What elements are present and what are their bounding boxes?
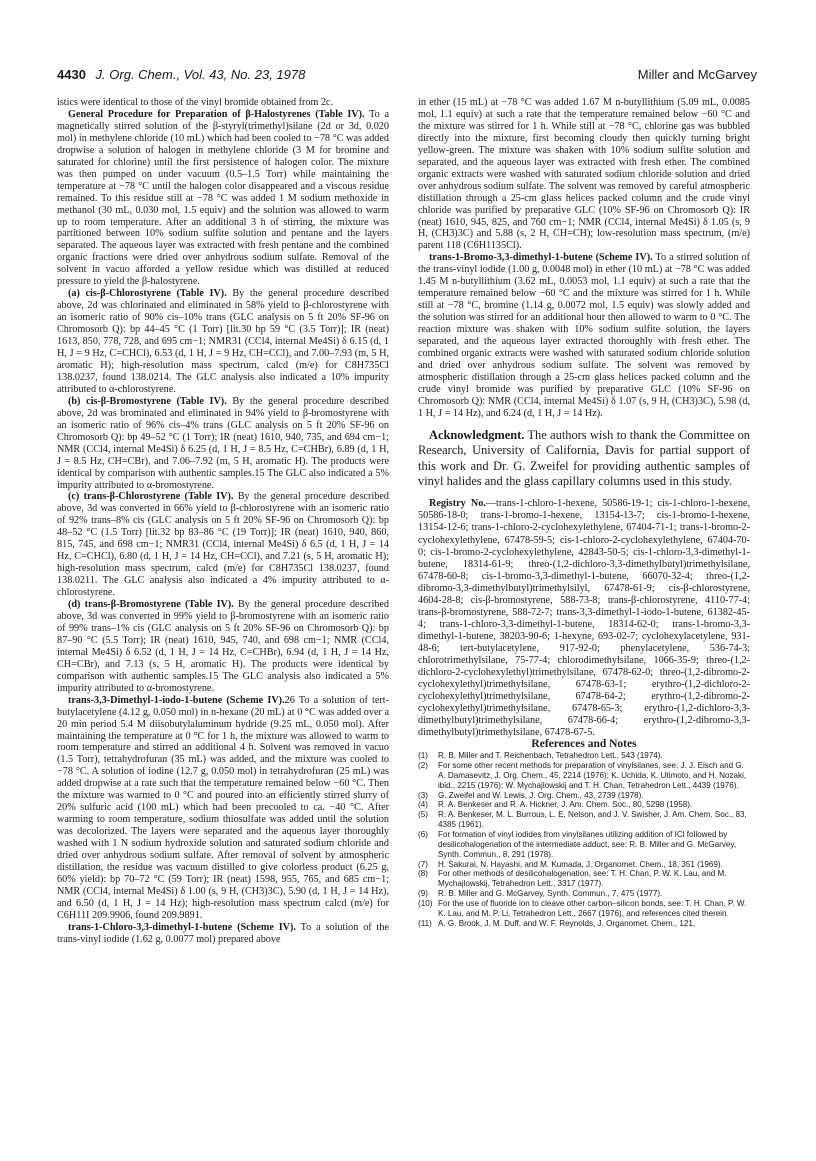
paragraph-text: By the general procedure described above, 2d was brominated and eliminated in 94% yield to β-bromostyrene with an isomeric ratio of 96% cis–4% trans (GLC analysis on 5 ft 20% SF-96 on Chromosorb Q): bp 49–52 °C (1 Torr); IR (neat) 1610, 940, 735, and 694 cm−1; NMR (CCl4, internal Me4Si) δ 6.25 (d, 1 H, J = 8.5 Hz, C=CHBr), 6.89 (d, 1 H, J = 8.5 Hz, CH=CBr), and 7.06–7.92 (m, 5 H, aromatic H). The products were identical by comparison with authentic samples.15 The GLC also indicated a 5% impurity attributed to α-bromostyrene. — [57, 395, 389, 491]
section-heading: (a) cis-β-Chlorostyrene (Table IV). — [68, 288, 227, 300]
paragraph — [57, 288, 389, 396]
reference-number: (1) — [418, 751, 428, 761]
right-column-paragraphs — [418, 97, 750, 420]
section-heading: trans-1-Bromo-3,3-dimethyl-1-butene (Scheme IV). — [429, 252, 653, 264]
registry-heading: Registry No. — [429, 498, 486, 510]
reference-item — [418, 889, 750, 899]
registry-numbers — [418, 498, 750, 739]
reference-text: A. G. Brook, J. M. Duff, and W. F. Reynolds, J. Organomet. Chem., 121, — [438, 918, 696, 928]
section-heading: (c) trans-β-Chlorostyrene (Table IV). — [68, 491, 234, 503]
reference-number: (9) — [418, 889, 428, 899]
reference-text: H. Sakurai, N. Hayashi, and M. Kumada, J. Organomet. Chem., 18, 351 (1969). — [438, 859, 723, 869]
section-heading: (d) trans-β-Bromostyrene (Table IV). — [68, 599, 234, 611]
reference-item — [418, 899, 750, 919]
paragraph — [57, 97, 389, 109]
section-heading: General Procedure for Preparation of β-Halostyrenes (Table IV). — [68, 108, 365, 120]
reference-number: (2) — [418, 761, 428, 771]
reference-item — [418, 830, 750, 860]
reference-text: R. B. Miller and G. McGarvey, Synth. Commun., 7, 475 (1977). — [438, 889, 663, 899]
reference-item — [418, 751, 750, 761]
paragraph — [418, 252, 750, 419]
references-title: References and Notes — [531, 738, 637, 751]
paragraph-text: To a stirred solution of the trans-vinyl iodide (1.00 g, 0.0048 mol) in ether (10 mL) at −78 °C was added 1.45 M n-butyllithium (3.62 mL, 0.0053 mol, 1.1 equiv) at such a rate that the temperature remained below −60 °C and the mixture was stirred for 1 h. While still at −78 °C, bromine (1.14 g, 0.0072 mol, 1.5 equiv) was slowly added and the solution was stirred for an additional hour then allowed to warm to 0 °C. The reaction mixture was shaken with 10% sodium sulfite solution, the layers separated, and the aqueous layer extracted thoroughly with fresh ether. The combined organic extracts were washed with saturated sodium chloride solution and dried over anhydrous sodium sulfate. The solvent was removed by atmospheric distillation through a 25-cm glass helices packed column and the crude vinyl bromide was purified by preparative GLC (10% SF-96 on Chromosorb Q): NMR (CCl4, internal Me4Si) δ 1.07 (s, 9 H, (CH3)3C), 5.98 (d, 1 H, J = 14 Hz), and 6.24 (d, 1 H, J = 14 Hz). — [418, 252, 750, 419]
reference-item — [418, 860, 750, 870]
acknowledgment-heading: Acknowledgment. — [429, 427, 525, 442]
paragraph — [57, 109, 389, 288]
reference-item — [418, 869, 750, 889]
paragraph — [57, 695, 389, 922]
paragraph — [57, 491, 389, 599]
reference-number: (10) — [418, 898, 433, 908]
journal-citation: J. Org. Chem., Vol. 43, No. 23, 1978 — [95, 67, 306, 82]
paragraph-text: istics were identical to those of the vinyl bromide obtained from 2c. — [57, 97, 334, 108]
reference-text: R. A. Benkeser, M. L. Burrous, L. E. Nelson, and J. V. Swisher, J. Am. Chem. Soc., 83, 4385 (1961). — [438, 810, 747, 830]
paragraph-text: By the general procedure described above, 2d was chlorinated and eliminated in 58% yield to β-chlorostyrene with an isomeric ratio of 90% cis–10% trans (GLC analysis on 5 ft 20% SF-96 on Chromosorb Q): bp 44–45 °C (1 Torr) [lit.30 bp 59 °C (3.5 Torr)]; IR (neat) 1613, 850, 778, 728, and 695 cm−1; NMR31 (CCl4, internal Me4Si) δ 6.15 (d, 1 H, J = 9 Hz, C=CHCl), 6.53 (d, 1 H, J = 9 Hz, CH=CCl), and 7.00–7.93 (m, 5 H, aromatic H); high-resolution mass spectrum, calcd (m/e) for C8H735Cl 138.0237, found 138.0214. The GLC analysis also indicated a 10% impurity attributed to α-chlorostyrene. — [57, 288, 389, 395]
acknowledgment-text: The authors wish to thank the Committee on Research, University of California, Davis for partial support of this work and Dr. G. Zweifel for providing authentic samples of vinyl halides and the glass capillary columns used in this study. — [418, 427, 750, 488]
page-number: 4430 — [57, 67, 86, 82]
reference-item — [418, 761, 750, 791]
reference-text: G. Zweifel and W. Lewis, J. Org. Chem., 43, 2739 (1978). — [438, 790, 644, 800]
reference-number: (8) — [418, 869, 428, 879]
page-header — [57, 67, 757, 87]
running-authors: Miller and McGarvey — [637, 67, 757, 82]
paragraph-text: To a magnetically stirred solution of the β-styryl(trimethyl)silane (2d or 3d, 0.020 mol) in methylene chloride (10 mL) which had been cooled to −78 °C was added dropwise a solution of halogen in methylene chloride (3 M for bromine and saturated for chlorine) until the first persistence of halogen color. The mixture was then pumped on under vacuum (0.5–1.5 Torr) while maintaining the temperature at −78 °C until the halogen color disappeared and a viscous residue remained. To this residue still at −78 °C was added 1 M sodium methoxide in methanol (30 mL, 0.030 mol, 1.5 equiv) and the solution was allowed to warm up to room temperature. After an additional 3 h of stirring, the mixture was partitioned between 10% sodium sulfite solution and pentane and the layers separated. The aqueous layer was extracted with fresh pentane and the combined organic fractions were dried over anhydrous sodium sulfate. Removal of the solvent in vacuo afforded a yellow residue which was distilled at reduced pressure to yield the β-halostyrene. — [57, 108, 389, 288]
reference-text: R. B. Miller and T. Reichenbach, Tetrahedron Lett., 543 (1974). — [438, 751, 663, 761]
paragraph — [57, 599, 389, 695]
registry-text: —trans-1-chloro-1-hexene, 50586-19-1; cis-1-chloro-1-hexene, 50586-18-0; trans-1-bromo-1-hexene, 13154-13-7; cis-1-bromo-1-hexene, 13154-12-6; trans-1-chloro-2-cyclohexylethylene, 67404-71-1; trans-1-bromo-2-cyclohexylethylene, 67478-59-5; cis-1-chloro-2-cyclohexylethylene, 67404-70-0; cis-1-bromo-2-cyclohexylethylene, 42843-50-5; cis-1-chloro-3,3-dimethyl-1-butene, 18314-61-9; threo-(1,2-dichloro-3,3-dimethylbutyl)trimethylsilane, 67478-60-8; cis-1-bromo-3,3-dimethyl-1-butene, 66070-32-4; threo-(1,2-dibromo-3,3-dimethylbutyl)trimethylsilyl, 67478-61-9; cis-β-chlorostyrene, 4604-28-8; cis-β-bromostyrene, 588-73-8; trans-β-chlorostyrene, 4110-77-4; trans-β-bromostyrene, 588-72-7; trans-3,3-dimethyl-1-iodo-1-butene, 61382-45-4; trans-1-chloro-3,3-dimethyl-1-butene, 18314-62-0; trans-1-bromo-3,3-dimethyl-1-butene, 38203-90-6; 1-hexyne, 693-02-7; cyclohexylacetylene, 931-48-6; tert-butylacetylene, 917-92-0; phenylacetylene, 536-74-3; chlorotrimethylsilane, 75-77-4; chlorodimethylsilane, 1066-35-9; threo-(1,2-dichloro-2-cyclohexylethyl)trimethylsilane, 67478-62-0; threo-(1,2-dibromo-2-cyclohexylethyl)trimethylsilane, 67478-63-1; erythro-(1,2-dichloro-2-cyclohexylethyl)trimethylsilane, 67478-64-2; erythro-(1,2-dibromo-2-cyclohexylethyl)trimethylsilane, 67478-65-3; erythro-(1,2-dichloro-3,3-dimethylbutyl)trimethylsilane, 67478-66-4; erythro-(1,2-dibromo-3,3-dimethylbutyl)trimethylsilane, 67478-67-5. — [418, 498, 750, 739]
paragraph-text: 26 To a solution of tert-butylacetylene (4.12 g, 0.050 mol) in n-hexane (20 mL) at 0 °C was added over a 20 min period 5.4 M diisobutylaluminum hydride (9.25 mL, 0.050 mol). After maintaining the temperature at 0 °C for 1 h, the mixture was allowed to warm to room temperature and stirred an additional 4 h. Solvent was removed in vacuo (1.5 Torr), tetrahydrofuran (35 mL) was added, and the mixture was cooled to −78 °C. A solution of iodine (12.7 g, 0.050 mol) in tetrahydrofuran (25 mL) was added dropwise at a rate such that the temperature remained below −60 °C. Then the mixture was warmed to 0 °C and poured into an efficiently stirred slurry of 20% sulfuric acid (100 mL) which had been precooled to ca. −40 °C. After warming to room temperature, sodium thiosulfate was added until the solution was decolorized. The layers were separated and the aqueous layer thoroughly washed with 1 N sodium hydroxide solution and saturated sodium chloride and dried over anhydrous sodium sulfate. After removal of solvent by atmospheric distillation, the residue was vacuum distilled to give colorless product (6.25 g, 60% yield): bp 70–72 °C (59 Torr); IR (neat) 1598, 955, 765, and 685 cm−1; NMR (CCl4, internal Me4Si) δ 1.00 (s, 9 H, (CH3)3C), 5.90 (d, 1 H, J = 14 Hz), and 6.50 (d, 1 H, J = 14 Hz); high-resolution mass spectrum calcd (m/e) for C6H11I 209.9906, found 209.9891. — [57, 694, 390, 921]
reference-text: R. A. Benkeser and R. A. Hickner, J. Am. Chem. Soc., 80, 5298 (1958). — [438, 800, 693, 810]
reference-item — [418, 791, 750, 801]
reference-item — [418, 800, 750, 810]
reference-number: (3) — [418, 790, 428, 800]
reference-number: (5) — [418, 810, 428, 820]
acknowledgment — [418, 428, 750, 490]
paragraph-text: By the general procedure described above, 3d was converted in 66% yield to β-chlorostyrene with an isomeric ratio of 92% trans–8% cis (GLC analysis on 5 ft 20% SF-96 on Chromosorb Q): bp 48–52 °C (1.5 Torr) [lit.32 bp 83–86 °C (19 Torr)]; IR (neat) 1610, 940, 860, 815, 745, and 698 cm−1; NMR31 (CCl4, internal Me4Si) δ 6.5 (d, 1 H, J = 14 Hz, C=CHCl), 6.80 (d, 1 H, J = 14 Hz, CH=CCl), and 7.21 (s, 5 H, aromatic H); high-resolution mass spectrum, calcd (m/e) for C8H735Cl 138.0237, found 138.0211. The GLC analysis also indicated a 4% impurity attributed to α-chlorostyrene. — [57, 491, 389, 599]
reference-item — [418, 810, 750, 830]
reference-text: For other methods of desilicohalogenation, see: T. H. Chan, P. W. K. Lau, and M. Mychajlowskij, Tetrahedron Lett., 3317 (1977). — [438, 869, 727, 889]
references-list — [418, 751, 750, 928]
reference-number: (7) — [418, 859, 428, 869]
reference-text: For some other recent methods for preparation of vinylsilanes, see: J. J. Eisch and G. A. Damasevitz, J. Org. Chem., 45, 2214 (1976); K. Uchida, K. Utimoto, and H. Nozaki, ibid., 2215 (1976); W. Mychajlowskij and T. H. Chan, Tetrahedron Lett., 4439 (1976). — [438, 761, 747, 790]
section-heading: trans-1-Chloro-3,3-dimethyl-1-butene (Scheme IV). — [68, 921, 296, 933]
reference-text: For the use of fluoride ion to cleave other carbon–silicon bonds, see: T. H. Chan, P. W. K. Lau, and M. P. Li, Tetrahedron Lett., 2667 (1976), and references cited therein. — [438, 898, 747, 918]
paragraph-text: By the general procedure described above, 3d was converted in 99% yield to β-bromostyrene with an isomeric ratio of 99% trans–1% cis (GLC analysis on 5 ft 20% SF-96 on Chromosorb Q): bp 87–90 °C (5.5 Torr); IR (neat) 1610, 945, 740, and 698 cm−1; NMR (CCl4, internal Me4Si) δ 6.52 (d, 1 H, J = 14 Hz, C=CHBr), 6.94 (d, 1 H, J = 14 Hz, CH=CBr), and 7.13 (s, 5 H, aromatic H). The products were identical by comparison with authentic samples.15 The GLC analysis also indicated a 5% impurity attributed to α-bromostyrene. — [57, 599, 389, 694]
header-left — [57, 67, 305, 82]
paragraph-text: in ether (15 mL) at −78 °C was added 1.67 M n-butyllithium (5.09 mL, 0.0085 mol, 1.1 equiv) at such a rate that the temperature remained below −60 °C and the mixture was stirred for 1 h. While still at −78 °C, chlorine gas was bubbled directly into the mixture, first becoming cloudy then quickly turning bright yellow-green. The mixture was shaken with 10% sodium sulfite solution and separated, and the aqueous layer was extracted with fresh ether. The combined organic extracts were washed with saturated sodium chloride solution and dried over anhydrous sodium sulfate. The solvent was removed by careful atmospheric distillation through a 25-cm glass helices packed column and the crude vinyl chloride was purified by preparative GLC (10% SF-96 on Chromosorb Q): IR (neat) 1610, 945, 825, and 760 cm−1; NMR (CCl4, internal Me4Si) δ 1.05 (s, 9 H, (CH3)3C) and 5.88 (s, 2 H, CH=CH); low-resolution mass spectrum, (m/e) parent 118 (C6H1135Cl). — [418, 97, 750, 252]
reference-number: (11) — [418, 918, 432, 928]
reference-item — [418, 919, 750, 929]
section-heading: (b) cis-β-Bromostyrene (Table IV). — [68, 395, 227, 407]
reference-number: (4) — [418, 800, 428, 810]
paragraph — [418, 97, 750, 252]
paragraph — [57, 922, 389, 946]
paragraph-text: To a solution of the trans-vinyl iodide (1.62 g, 0.0077 mol) prepared above — [57, 921, 389, 945]
reference-number: (6) — [418, 830, 428, 839]
section-heading: trans-3,3-Dimethyl-1-iodo-1-butene (Scheme IV). — [68, 694, 285, 706]
reference-text: For formation of vinyl iodides from vinylsilanes utilizing addition of ICl followed by desilicohalogenation of the intermediate adduct, see: R. B. Miller and G. McGarvey, Synth. Commun., 8, 291 (1978). — [438, 830, 737, 859]
left-column — [57, 97, 389, 946]
right-column — [418, 97, 750, 928]
paragraph — [57, 396, 389, 492]
